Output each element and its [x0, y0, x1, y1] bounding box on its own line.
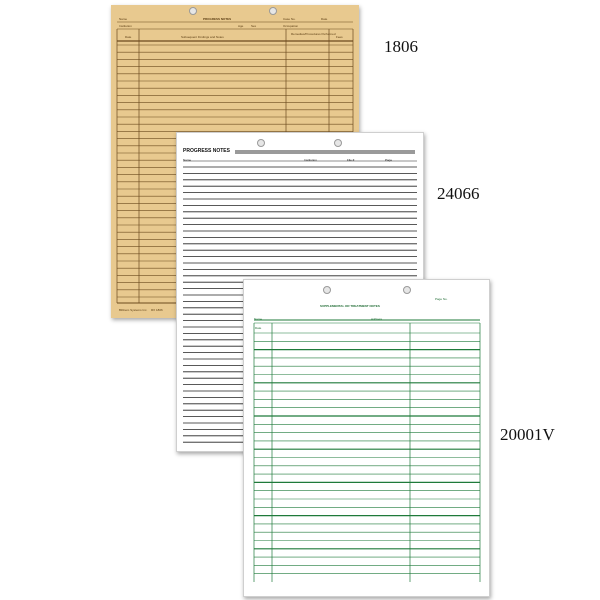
form-20001v-ruled-grid: [244, 280, 490, 597]
form-1806-date-label: Date: [321, 17, 328, 21]
form-1806-footer-right: RX 1806: [151, 308, 163, 312]
form-1806-institution-label: Institution: [119, 24, 132, 28]
product-code-20001v: 20001V: [500, 425, 555, 444]
form-20001v-sheet: [243, 279, 490, 597]
product-code-1806: 1806: [384, 37, 418, 56]
form-20001v-name-label: Name: [254, 317, 263, 321]
form-24066-name-label: Name: [183, 158, 192, 162]
form-1806-age-label: Age: [238, 24, 244, 28]
form-24066-file-label: File #: [347, 158, 355, 162]
form-24066-institution-label: Institution: [304, 158, 317, 162]
form-1806-footer-left: Bibbero Systems Inc.: [119, 308, 148, 312]
form-20001v-page-label: Page No.: [435, 297, 448, 301]
form-24066-title: PROGRESS NOTES: [183, 148, 230, 154]
form-1806-occupation-label: Occupation: [283, 24, 299, 28]
form-1806-col-findings: Subsequent Findings and Notes: [181, 35, 224, 39]
form-20001v-date-label: Date: [255, 326, 262, 330]
form-1806-sex-label: Sex: [251, 24, 257, 28]
product-code-24066: 24066: [437, 184, 480, 203]
form-24066-page-label: Page: [385, 158, 393, 162]
form-1806-title: PROGRESS NOTES: [203, 17, 232, 21]
form-1806-caseno-label: Case No.: [283, 17, 296, 21]
form-20001v-title: SUPPLEMENTAL OR TREATMENT NOTES: [320, 304, 380, 308]
form-1806-col-fees: Fees: [336, 35, 343, 39]
form-20001v-address-label: Address: [371, 317, 383, 321]
form-1806-col-date: Date: [125, 35, 132, 39]
form-1806-col-remedies: Remedies/Procedures Performed: [291, 32, 336, 36]
form-1806-name-label: Name: [119, 17, 128, 21]
